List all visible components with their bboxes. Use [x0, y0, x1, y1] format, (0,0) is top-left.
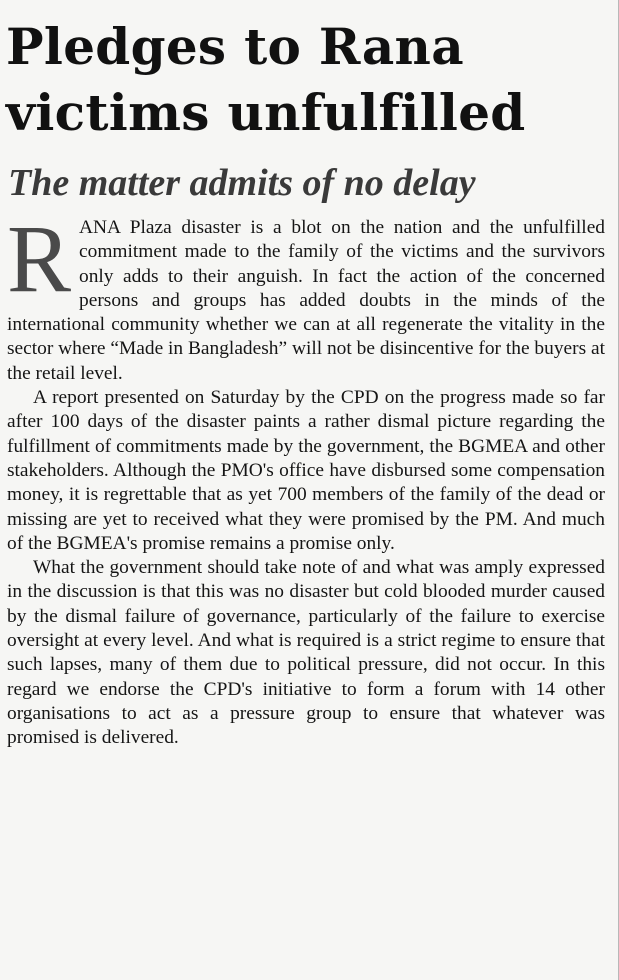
article-body — [7, 205, 605, 751]
paragraph-1-text: ANA Plaza disaster is a blot on the nation and the unfulfilled commitment made to the family of the victims and the survivors only adds to their anguish. In fact the action of the concerned persons and groups has added doubts in the minds of the international community whether we can at all regenerate the vitality in the sector where “Made in Bangladesh” will not be disincentive for the buyers at the retail level. — [7, 217, 605, 384]
subheadline: The matter admits of no delay — [8, 162, 476, 204]
headline: Pledges to Rana victims unfulfilled — [6, 17, 526, 142]
paragraph-2: A report presented on Saturday by the CPD on the progress made so far after 100 days of the disaster paints a rather dismal picture regarding the fulfillment of commitments made by the government, the BGMEA and other stakeholders. Although the PMO's office have disbursed some compensation money, it is regrettable that as yet 700 members of the family of the dead or missing are yet to received what they were promised by the PM. And much of the BGMEA's promise remains a promise only. — [7, 387, 605, 554]
paragraph-3: What the government should take note of and what was amply expressed in the discussion is that this was no disaster but cold blooded murder caused by the dismal failure of governance, particularly of the failure to exercise oversight at every level. And what is required is a strict regime to ensure that such lapses, many of them due to political pressure, did not occur. In this regard we endorse the CPD's initiative to form a forum with 14 other organisations to act as a pressure group to ensure that whatever was promised is delivered. — [7, 557, 605, 749]
paragraph-1 — [7, 205, 605, 386]
drop-cap: R — [7, 205, 72, 312]
